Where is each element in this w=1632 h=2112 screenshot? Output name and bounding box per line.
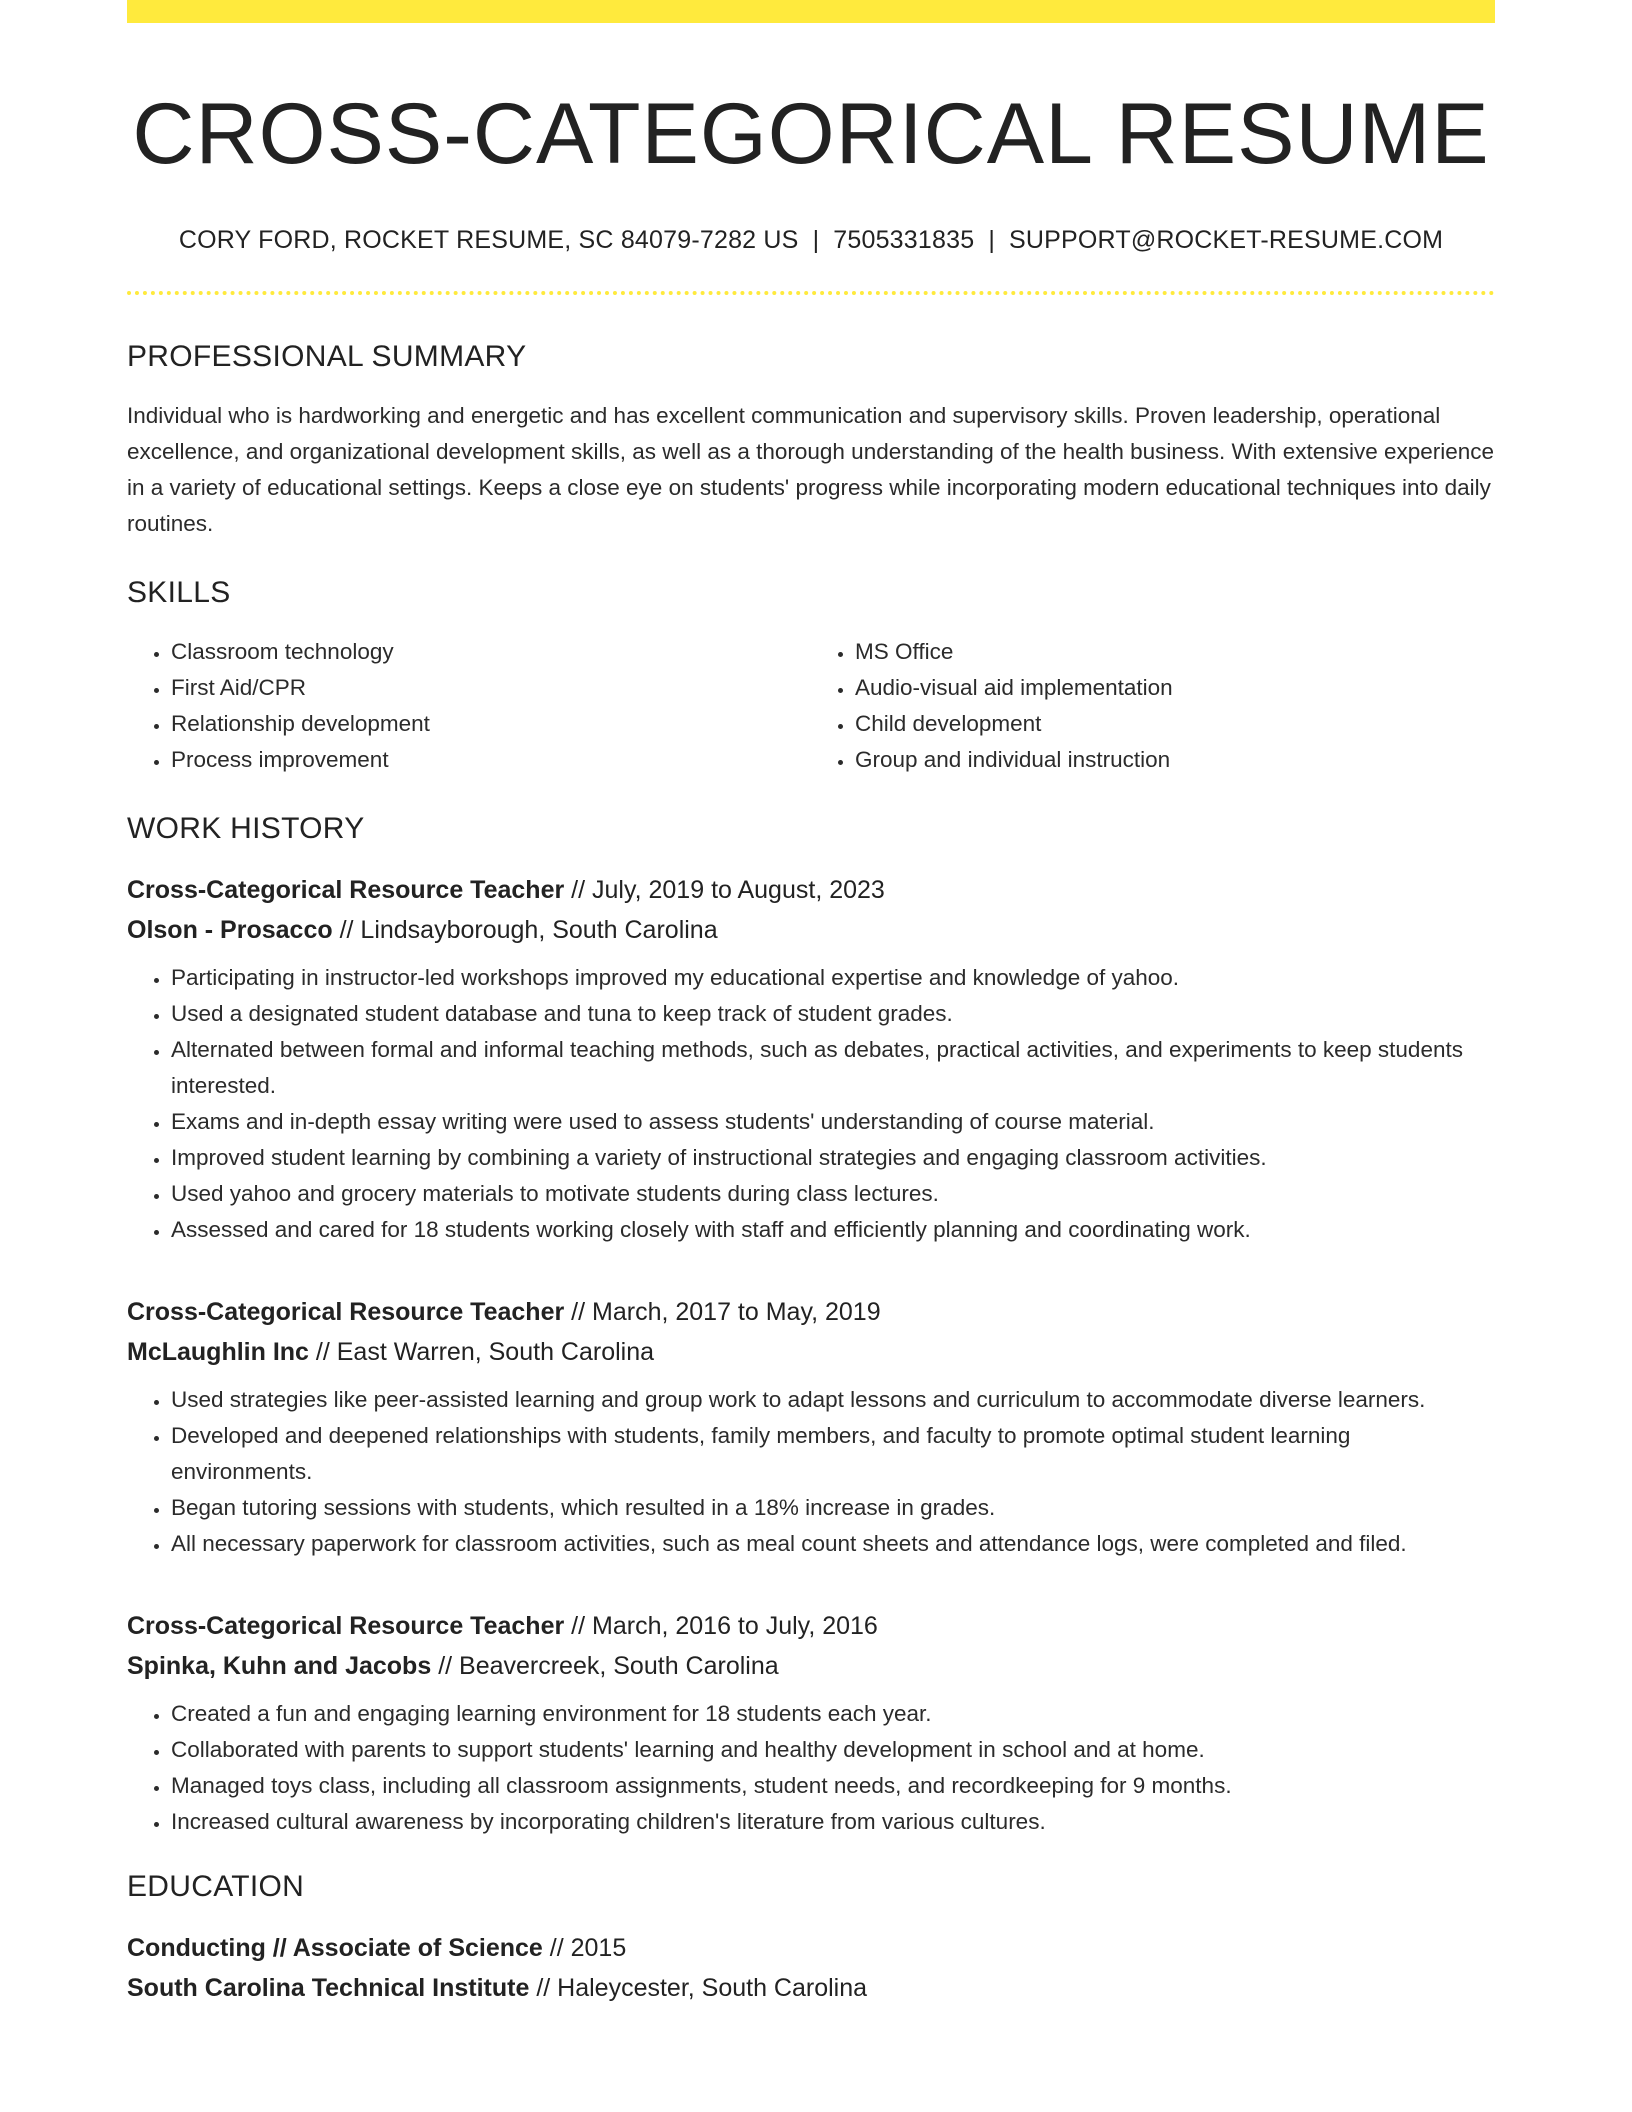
work-history-heading: WORK HISTORY: [127, 812, 365, 846]
contact-email: SUPPORT@ROCKET-RESUME.COM: [1009, 226, 1444, 255]
job-bullet: • Used a designated student database and tuna to keep track of student grades.: [171, 996, 1495, 1032]
job-bullet: • Collaborated with parents to support students' learning and healthy development in school and at home.: [171, 1732, 1495, 1768]
job-location: // Lindsayborough, South Carolina: [339, 916, 718, 945]
job-company-line: [127, 910, 1495, 950]
job-bullet: • Used strategies like peer-assisted learning and group work to adapt lessons and curriculum to accommodate diverse learners.: [171, 1382, 1495, 1418]
contact-separator: |: [812, 226, 820, 255]
skill-item: • Relationship development: [171, 706, 811, 742]
job-company-line: [127, 1646, 1495, 1686]
skills-column-right: [811, 634, 1495, 778]
education-heading: EDUCATION: [127, 1870, 305, 1904]
job-bullet: • Developed and deepened relationships with students, family members, and faculty to promote optimal student learning environments.: [171, 1418, 1495, 1490]
education-year: // 2015: [549, 1934, 627, 1963]
summary-text: Individual who is hardworking and energetic and has excellent communication and supervisory skills. Proven leadership, operational excellence, and organizational development skills, as well as a thorough understanding of the health business. With extensive experience in a variety of educational settings. Keeps a close eye on students' progress while incorporating modern educational techniques into daily routines.: [127, 403, 1495, 537]
job-company: Spinka, Kuhn and Jacobs: [127, 1652, 432, 1681]
job-dates: // July, 2019 to August, 2023: [571, 876, 885, 905]
education-school: South Carolina Technical Institute: [127, 1974, 530, 2003]
job-title: Cross-Categorical Resource Teacher: [127, 1298, 565, 1327]
job-bullet: • Began tutoring sessions with students, which resulted in a 18% increase in grades.: [171, 1490, 1495, 1526]
contact-phone: 7505331835: [833, 226, 975, 255]
education-school-line: [127, 1968, 1495, 2008]
job-bullet: • Exams and in-depth essay writing were used to assess students' understanding of course material.: [171, 1104, 1495, 1140]
skill-item: • First Aid/CPR: [171, 670, 811, 706]
job-title-line: [127, 1292, 1495, 1332]
education-degree: Conducting // Associate of Science: [127, 1934, 543, 1963]
skill-item: • Process improvement: [171, 742, 811, 778]
job-bullet: • All necessary paperwork for classroom activities, such as meal count sheets and attendance logs, were completed and filed.: [171, 1526, 1495, 1562]
job-title: Cross-Categorical Resource Teacher: [127, 876, 565, 905]
job-bullet: • Alternated between formal and informal teaching methods, such as debates, practical activities, and experiments to keep students interested.: [171, 1032, 1495, 1104]
job-location: // Beavercreek, South Carolina: [438, 1652, 779, 1681]
top-accent-bar: [127, 0, 1495, 23]
job-bullet: • Created a fun and engaging learning environment for 18 students each year.: [171, 1696, 1495, 1732]
job-title-line: [127, 870, 1495, 910]
contact-address: CORY FORD, ROCKET RESUME, SC 84079-7282 US: [178, 226, 799, 255]
skill-item: • Child development: [855, 706, 1495, 742]
contact-separator: |: [988, 226, 996, 255]
job-bullets: [127, 1382, 1495, 1562]
job-dates: // March, 2016 to July, 2016: [571, 1612, 878, 1641]
job-title: Cross-Categorical Resource Teacher: [127, 1612, 565, 1641]
job-company: McLaughlin Inc: [127, 1338, 309, 1367]
education-entry: [127, 1928, 1495, 2008]
skill-item: • MS Office: [855, 634, 1495, 670]
skills-column-left: [127, 634, 811, 778]
resume-title: CROSS-CATEGORICAL RESUME: [132, 86, 1490, 182]
education-degree-line: [127, 1928, 1495, 1968]
job-title-line: [127, 1606, 1495, 1646]
resume-page: [127, 0, 1495, 2008]
job-bullets: [127, 960, 1495, 1248]
job-bullet: • Improved student learning by combining a variety of instructional strategies and engaging classroom activities.: [171, 1140, 1495, 1176]
job-bullets: [127, 1696, 1495, 1840]
job-bullet: • Participating in instructor-led workshops improved my educational expertise and knowledge of yahoo.: [171, 960, 1495, 996]
job-bullet: • Assessed and cared for 18 students working closely with staff and efficiently planning and coordinating work.: [171, 1212, 1495, 1248]
summary-heading: PROFESSIONAL SUMMARY: [127, 340, 527, 374]
job-location: // East Warren, South Carolina: [315, 1338, 655, 1367]
job-company: Olson - Prosacco: [127, 916, 333, 945]
job-entry: [127, 870, 1495, 1248]
skill-item: • Group and individual instruction: [855, 742, 1495, 778]
skills-list: [127, 634, 1495, 778]
job-bullet: • Managed toys class, including all classroom assignments, student needs, and recordkeeping for 9 months.: [171, 1768, 1495, 1804]
job-company-line: [127, 1332, 1495, 1372]
skill-item: • Audio-visual aid implementation: [855, 670, 1495, 706]
job-bullet: • Increased cultural awareness by incorporating children's literature from various cultures.: [171, 1804, 1495, 1840]
job-bullet: • Used yahoo and grocery materials to motivate students during class lectures.: [171, 1176, 1495, 1212]
job-entry: [127, 1292, 1495, 1562]
skill-item: • Classroom technology: [171, 634, 811, 670]
job-dates: // March, 2017 to May, 2019: [571, 1298, 881, 1327]
education-location: // Haleycester, South Carolina: [536, 1974, 868, 2003]
skills-heading: SKILLS: [127, 576, 231, 610]
job-entry: [127, 1606, 1495, 1840]
dotted-divider: [127, 291, 1495, 295]
contact-line: [127, 226, 1495, 255]
